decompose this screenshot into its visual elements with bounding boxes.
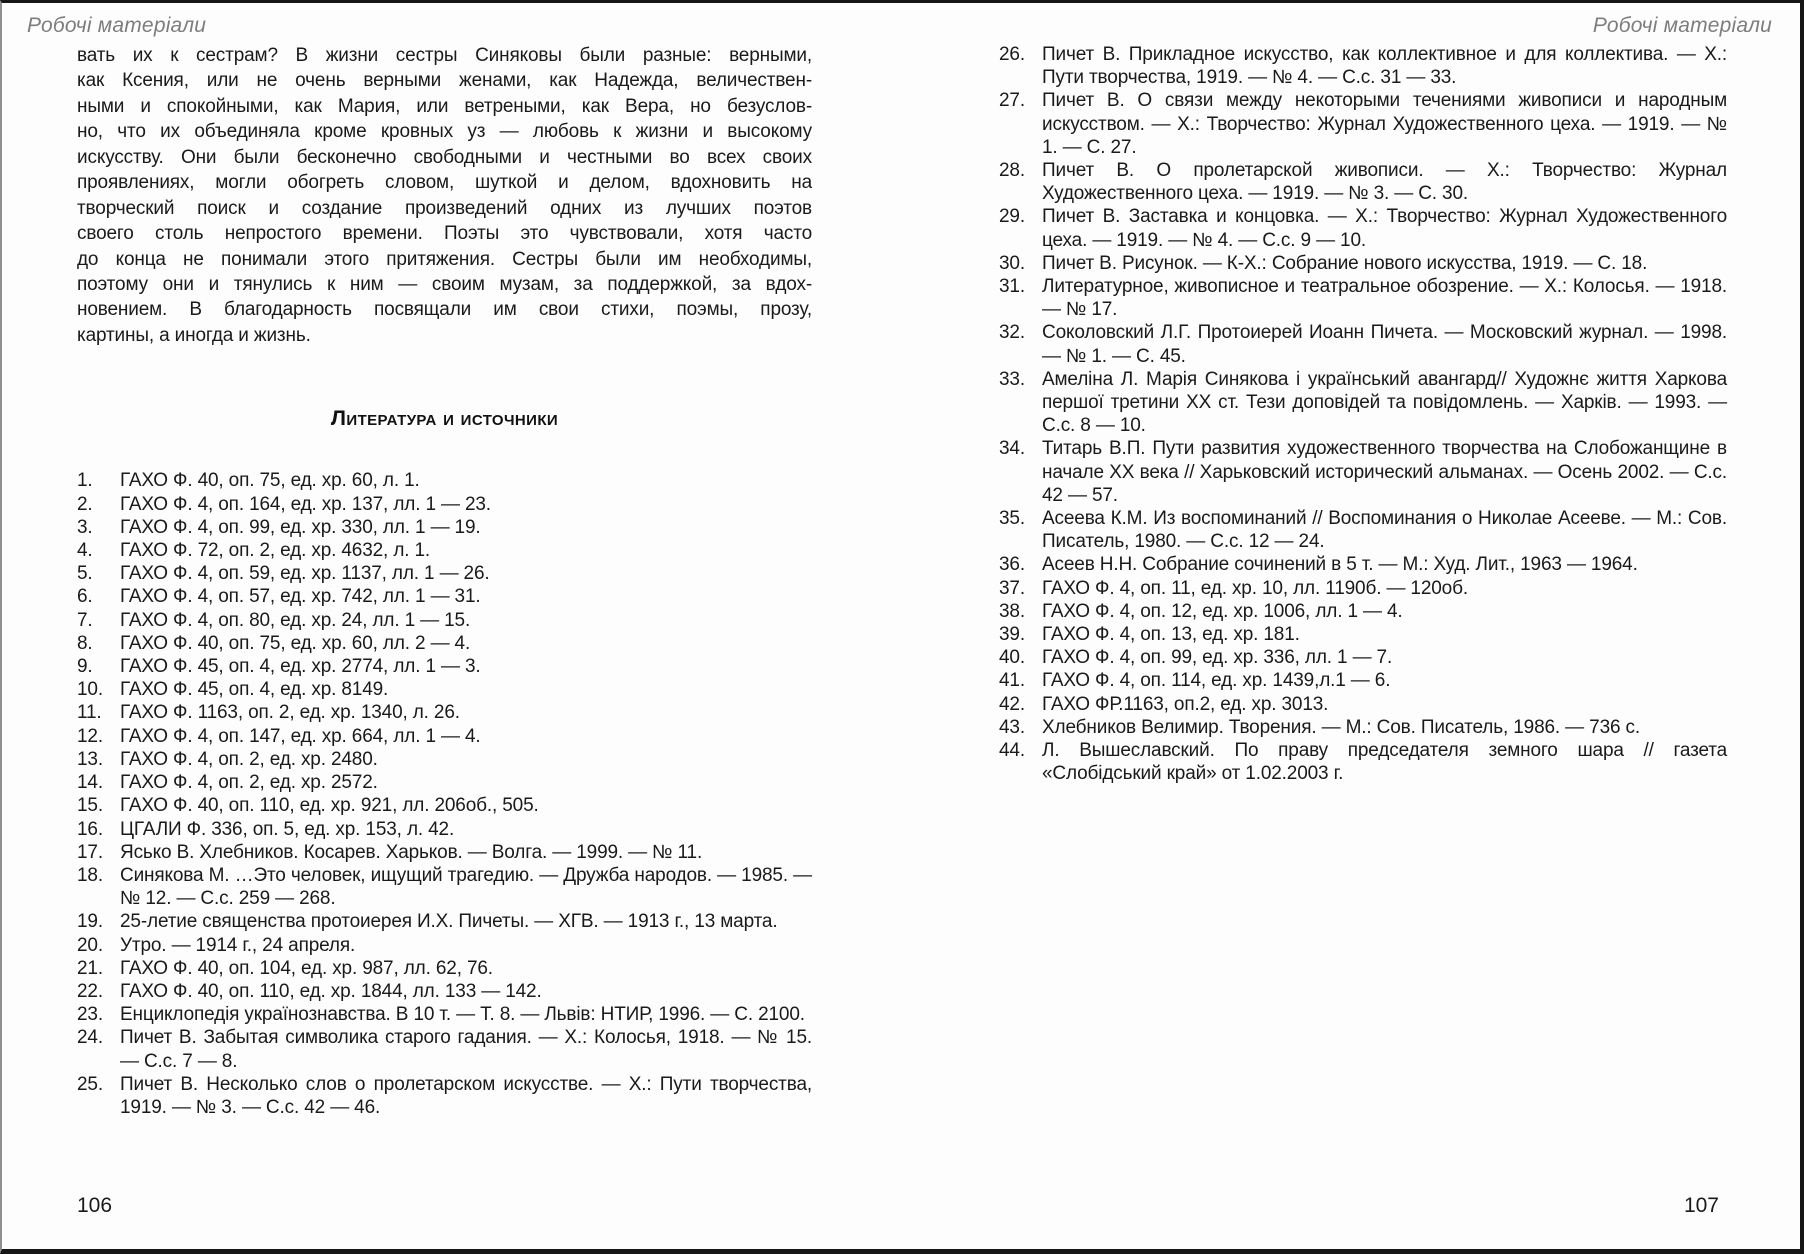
reference-item-text: ГАХО Ф. 40, оп. 75, ед. хр. 60, лл. 2 — 4. xyxy=(120,632,471,654)
reference-item-number: 44. xyxy=(999,740,1025,762)
reference-item-number: 35. xyxy=(999,508,1025,530)
reference-item xyxy=(77,934,812,957)
reference-item-number: 10. xyxy=(77,679,103,701)
reference-item-number: 26. xyxy=(999,44,1025,65)
page-number-left: 106 xyxy=(77,1194,113,1217)
reference-item xyxy=(77,609,812,632)
reference-item-text: ГАХО Ф. 4, оп. 99, ед. хр. 330, лл. 1 — 19. xyxy=(120,516,481,538)
paragraph-line: как Ксения, или не очень верными женами, как Надежда, величествен- xyxy=(77,70,812,92)
reference-item-number: 38. xyxy=(999,600,1025,622)
reference-item xyxy=(77,957,812,980)
page-number-right: 107 xyxy=(1683,1194,1719,1217)
paragraph-line: искусству. Они были бесконечно свободными и честными во всех своих xyxy=(77,146,812,168)
reference-item-number: 18. xyxy=(77,864,103,886)
reference-item-text: Пичет В. Заставка и концовка. — Х.: Творчество: Журнал Художественного цеха. — 1919. — № 4. — С.с. 9 — 10. xyxy=(1042,206,1727,251)
running-header-right: Робочі матеріали xyxy=(1592,14,1772,37)
reference-item-text: Литературное, живописное и театральное обозрение. — Х.: Колосья. — 1918. — № 17. xyxy=(1042,276,1727,321)
reference-item xyxy=(77,910,812,933)
reference-item xyxy=(999,577,1727,600)
reference-item xyxy=(77,632,812,655)
reference-item-text: ГАХО Ф. 40, оп. 75, ед. хр. 60, л. 1. xyxy=(120,470,420,492)
left-page-column xyxy=(77,43,812,1119)
reference-item xyxy=(999,623,1727,646)
reference-item-text: ГАХО Ф. 45, оп. 4, ед. хр. 8149. xyxy=(120,679,389,701)
reference-item-number: 41. xyxy=(999,670,1025,692)
paragraph-line: проявлениях, могли обогреть словом, шуткой и делом, вдохновить на xyxy=(77,172,812,194)
reference-item-number: 34. xyxy=(999,438,1025,460)
reference-item xyxy=(999,553,1727,576)
reference-item-text: ГАХО Ф. 40, оп. 110, ед. хр. 921, лл. 206об., 505. xyxy=(120,795,539,817)
reference-item-text: Пичет В. Забытая символика старого гадания. — Х.: Колосья, 1918. — № 15. — С.с. 7 — 8. xyxy=(120,1027,812,1072)
reference-item xyxy=(999,693,1727,716)
reference-item-number: 8. xyxy=(77,632,93,654)
reference-item xyxy=(77,585,812,608)
reference-item-text: Хлебников Велимир. Творения. — М.: Сов. Писатель, 1986. — 736 с. xyxy=(1042,716,1641,738)
reference-item-number: 9. xyxy=(77,656,93,678)
reference-item-text: ГАХО Ф. 4, оп. 164, ед. хр. 137, лл. 1 — 23. xyxy=(120,493,491,515)
reference-item-number: 16. xyxy=(77,818,103,840)
reference-item-number: 23. xyxy=(77,1004,103,1026)
reference-item-number: 12. xyxy=(77,725,103,747)
reference-item xyxy=(77,1026,812,1072)
reference-item-number: 30. xyxy=(999,252,1025,274)
reference-item-text: ГАХО Ф. 45, оп. 4, ед. хр. 2774, лл. 1 — 3. xyxy=(120,656,481,678)
reference-item xyxy=(77,980,812,1003)
reference-item-text: Л. Вышеславский. По праву председателя земного шара // газета «Слобідський край» от 1.02.2003 г. xyxy=(1042,740,1727,785)
reference-item-number: 31. xyxy=(999,276,1025,298)
reference-item xyxy=(77,701,812,724)
reference-item-text: Асеева К.М. Из воспоминаний // Воспоминания о Николае Асееве. — М.: Сов. Писатель, 1980. — С.с. 12 — 24. xyxy=(1042,508,1727,553)
reference-item-text: Синякова М. …Это человек, ищущий трагедию. — Дружба народов. — 1985. — № 12. — С.с. 259 — 268. xyxy=(120,864,812,910)
reference-item xyxy=(77,725,812,748)
reference-item xyxy=(999,716,1727,739)
reference-item xyxy=(77,841,812,864)
reference-item xyxy=(999,507,1727,553)
reference-item xyxy=(999,252,1727,275)
reference-item-number: 6. xyxy=(77,586,93,608)
reference-item xyxy=(77,493,812,516)
paragraph-line: творческий поиск и создание произведений одних из лучших поэтов xyxy=(77,197,812,219)
reference-item-number: 11. xyxy=(77,702,102,724)
reference-item-number: 39. xyxy=(999,624,1025,646)
reference-item-number: 3. xyxy=(77,516,93,538)
paragraph-line: ными и спокойными, как Мария, или ветреными, как Вера, но безуслов- xyxy=(77,95,812,117)
reference-item-number: 2. xyxy=(77,493,93,515)
reference-item xyxy=(77,794,812,817)
reference-item-text: ГАХО Ф. 4, оп. 2, ед. хр. 2572. xyxy=(120,772,378,794)
reference-item-text: Пичет В. Несколько слов о пролетарском искусстве. — Х.: Пути творчества, 1919. — № 3. — С.с. 42 — 46. xyxy=(120,1073,812,1118)
reference-item xyxy=(999,89,1727,159)
reference-item-text: Енциклопедія українознавства. В 10 т. — Т. 8. — Львів: НТИР, 1996. — С. 2100. xyxy=(120,1004,805,1026)
reference-item-text: Утро. — 1914 г., 24 апреля. xyxy=(120,934,356,956)
reference-item-text: ГАХО Ф. 40, оп. 110, ед. хр. 1844, лл. 133 — 142. xyxy=(120,980,542,1002)
reference-item xyxy=(999,437,1727,507)
reference-item xyxy=(77,562,812,585)
reference-item-number: 33. xyxy=(999,368,1025,390)
reference-item xyxy=(77,1003,812,1026)
reference-item-number: 4. xyxy=(77,540,93,562)
reference-item-text: Пичет В. Рисунок. — К-Х.: Собрание нового искусства, 1919. — С. 18. xyxy=(1042,252,1648,274)
reference-item-number: 37. xyxy=(999,577,1025,599)
reference-item-number: 40. xyxy=(999,647,1025,669)
reference-item-text: Пичет В. О пролетарской живописи. — Х.: Творчество: Журнал Художественного цеха. — 1919. — № 3. — С. 30. xyxy=(1042,160,1727,205)
running-header-left: Робочі матеріали xyxy=(27,14,207,37)
reference-item-text: ГАХО Ф. 4, оп. 99, ед. хр. 336, лл. 1 — 7. xyxy=(1042,647,1393,669)
reference-item-number: 43. xyxy=(999,716,1025,738)
reference-item-text: 25-летие священства протоиерея И.Х. Пичеты. — ХГВ. — 1913 г., 13 марта. xyxy=(120,911,778,933)
reference-item-number: 20. xyxy=(77,934,103,956)
reference-item xyxy=(999,205,1727,251)
reference-item xyxy=(77,818,812,841)
reference-item-text: ГАХО Ф. 4, оп. 13, ед. хр. 181. xyxy=(1042,624,1300,646)
reference-item-number: 42. xyxy=(999,693,1025,715)
reference-item-number: 32. xyxy=(999,322,1025,344)
reference-item xyxy=(999,321,1727,367)
reference-item xyxy=(77,469,812,492)
reference-item-text: ГАХО Ф. 4, оп. 57, ед. хр. 742, лл. 1 — 31. xyxy=(120,586,481,608)
reference-item-text: ГАХО Ф. 4, оп. 2, ед. хр. 2480. xyxy=(120,748,378,770)
reference-item xyxy=(999,600,1727,623)
reference-item-text: ГАХО Ф. 72, оп. 2, ед. хр. 4632, л. 1. xyxy=(120,540,431,562)
reference-item-text: ГАХО Ф. 4, оп. 147, ед. хр. 664, лл. 1 — 4. xyxy=(120,725,481,747)
reference-item xyxy=(999,669,1727,692)
reference-item-text: Амеліна Л. Марія Синякова і український авангард// Художнє життя Харкова першої третини ХХ ст. Тези доповідей та повідомлень. — Харків. — 1993. — С.с. 8 — 10. xyxy=(1042,368,1727,437)
reference-item-text: Ясько В. Хлебников. Косарев. Харьков. — Волга. — 1999. — № 11. xyxy=(120,841,703,863)
reference-item-number: 24. xyxy=(77,1027,103,1049)
paragraph-line: до конца не понимали этого притяжения. Сестры были им необходимы, xyxy=(77,248,812,270)
body-paragraph xyxy=(77,43,812,348)
reference-item-text: ГАХО Ф. 4, оп. 11, ед. хр. 10, лл. 1190б. — 120об. xyxy=(1042,577,1468,599)
section-heading: Литература и источники xyxy=(330,406,559,431)
paragraph-line: но, что их объединяла кроме кровных уз — любовь к жизни и высокому xyxy=(77,121,812,143)
reference-item-number: 13. xyxy=(77,748,103,770)
right-page-column xyxy=(999,43,1727,786)
reference-item-number: 28. xyxy=(999,160,1025,182)
paragraph-line: картины, а иногда и жизнь. xyxy=(77,324,311,346)
reference-item xyxy=(999,368,1727,438)
reference-item xyxy=(77,539,812,562)
reference-item-text: Пичет В. О связи между некоторыми течениями живописи и народным искусством. — Х.: Творчество: Журнал Художественного цеха. — 1919. — № 1. — С. 27. xyxy=(1042,90,1727,158)
reference-item xyxy=(77,771,812,794)
reference-item xyxy=(999,275,1727,321)
reference-item-number: 29. xyxy=(999,206,1025,228)
reference-item-text: ГАХО Ф. 4, оп. 12, ед. хр. 1006, лл. 1 — 4. xyxy=(1042,600,1403,622)
reference-list-right xyxy=(999,43,1727,786)
reference-item-text: Пичет В. Прикладное искусство, как коллективное и для коллектива. — Х.: Пути творчества, 1919. — № 4. — С.с. 31 — 33. xyxy=(1042,44,1727,89)
reference-item-number: 7. xyxy=(77,609,93,631)
reference-item-number: 1. xyxy=(77,470,93,492)
reference-item-text: Соколовский Л.Г. Протоиерей Иоанн Пичета. — Московский журнал. — 1998. — № 1. — С. 45. xyxy=(1042,322,1727,367)
reference-item xyxy=(77,1073,812,1119)
reference-item-text: ГАХО Ф. 1163, оп. 2, ед. хр. 1340, л. 26. xyxy=(120,702,460,724)
reference-item xyxy=(999,646,1727,669)
reference-item xyxy=(77,655,812,678)
reference-item-text: ГАХО Ф. 40, оп. 104, ед. хр. 987, лл. 62, 76. xyxy=(120,957,493,979)
reference-item-text: ЦГАЛИ Ф. 336, оп. 5, ед. хр. 153, л. 42. xyxy=(120,818,455,840)
reference-item-text: Асеев Н.Н. Собрание сочинений в 5 т. — М.: Худ. Лит., 1963 — 1964. xyxy=(1042,554,1638,576)
reference-item-text: ГАХО ФР.1163, оп.2, ед. хр. 3013. xyxy=(1042,693,1329,715)
reference-list-left xyxy=(77,469,812,1119)
reference-item-number: 21. xyxy=(77,957,103,979)
reference-item-number: 19. xyxy=(77,911,103,933)
reference-item xyxy=(999,43,1727,89)
reference-item xyxy=(999,739,1727,785)
reference-item-text: ГАХО Ф. 4, оп. 114, ед. хр. 1439,л.1 — 6. xyxy=(1042,670,1391,692)
reference-item-number: 36. xyxy=(999,554,1025,576)
reference-item xyxy=(999,159,1727,205)
reference-item-number: 25. xyxy=(77,1073,103,1095)
reference-item xyxy=(77,516,812,539)
reference-item-number: 17. xyxy=(77,841,103,863)
reference-item xyxy=(77,678,812,701)
paragraph-line: новением. В благодарность посвящали им свои стихи, поэмы, прозу, xyxy=(77,299,812,321)
reference-item-number: 22. xyxy=(77,980,103,1002)
reference-item-text: ГАХО Ф. 4, оп. 59, ед. хр. 1137, лл. 1 — 26. xyxy=(120,563,490,585)
reference-item-number: 15. xyxy=(77,795,103,817)
reference-item-number: 5. xyxy=(77,563,93,585)
paragraph-line: поэтому они и тянулись к ним — своим музам, за поддержкой, за вдох- xyxy=(77,273,812,295)
reference-item-number: 14. xyxy=(77,772,103,794)
reference-item-text: Титарь В.П. Пути развития художественного творчества на Слобожанщине в начале ХХ века // Харьковский исторический альманах. — Осень 2002. — С.с. 42 — 57. xyxy=(1042,438,1727,506)
reference-item xyxy=(77,864,812,910)
reference-item-number: 27. xyxy=(999,90,1025,112)
paragraph-line: вать их к сестрам? В жизни сестры Синяковы были разные: верными, xyxy=(77,45,812,66)
paragraph-line: своего столь непростого времени. Поэты это чувствовали, хотя часто xyxy=(77,223,812,245)
reference-item xyxy=(77,748,812,771)
reference-item-text: ГАХО Ф. 4, оп. 80, ед. хр. 24, лл. 1 — 15. xyxy=(120,609,471,631)
